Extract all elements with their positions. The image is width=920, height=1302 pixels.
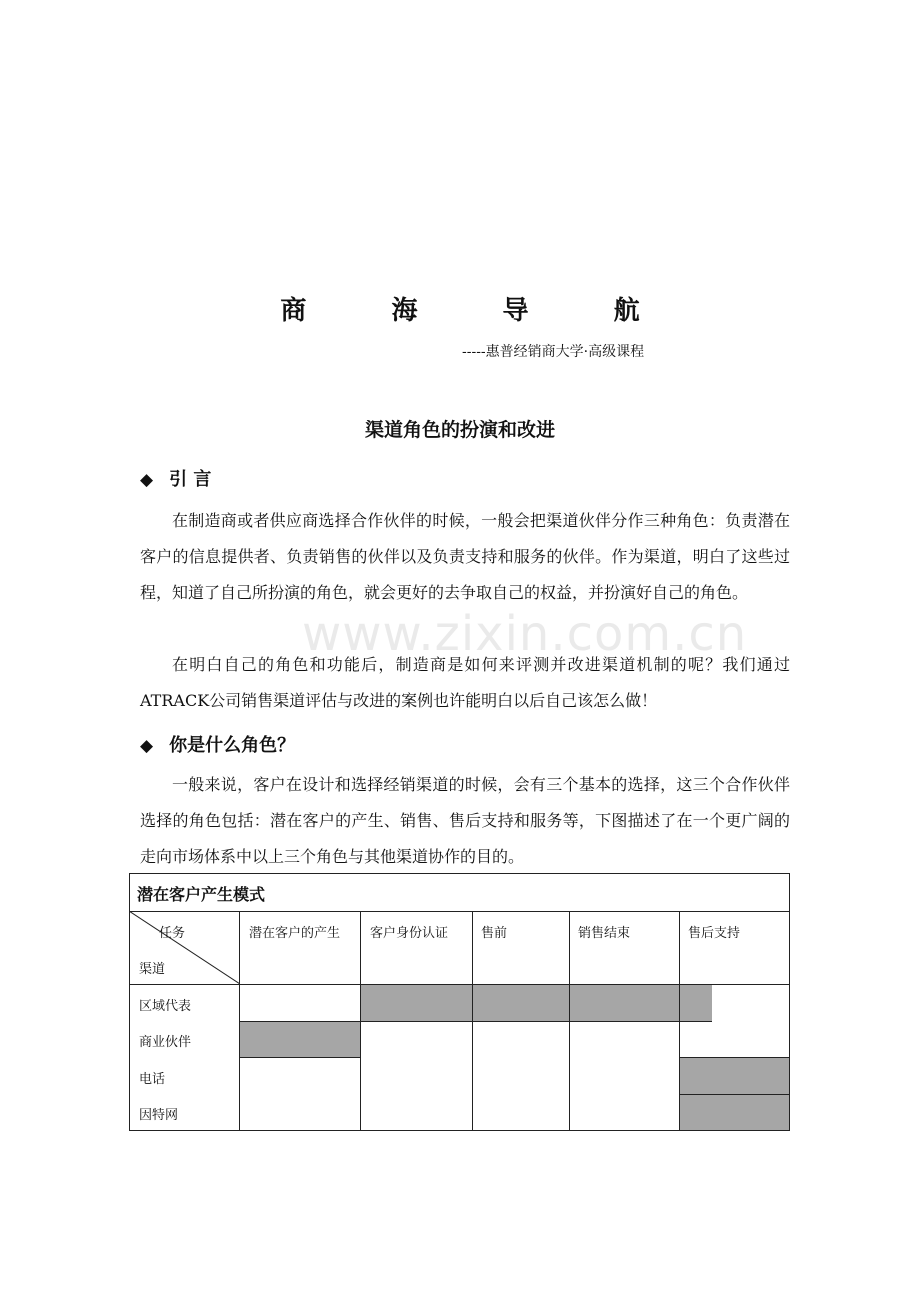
column-header: 客户身份认证 xyxy=(370,926,449,941)
section-heading-intro xyxy=(140,465,211,491)
table-rule xyxy=(361,1021,712,1022)
lead-generation-table xyxy=(129,873,790,1131)
table-rule xyxy=(129,984,790,985)
paragraph-intro-2: 在明白自己的角色和功能后，制造商是如何来评测并改进渠道机制的呢？我们通过ATRACK公司销售渠道评估与改进的案例也许能明白以后自己该怎么做！ xyxy=(140,655,790,710)
table-border xyxy=(129,1130,790,1131)
paragraph-role-1: 一般来说，客户在设计和选择经销渠道的时候，会有三个基本的选择，这三个合作伙伴选择的角色包括：潜在客户的产生、销售、售后支持和服务等，下图描述了在一个更广阔的走向市场体系中以上三个角色与其他渠道协作的目的。 xyxy=(140,775,790,866)
table-rule xyxy=(679,1057,790,1058)
table-rule xyxy=(240,1057,361,1058)
column-header: 售后支持 xyxy=(688,926,741,941)
column-header: 销售结束 xyxy=(578,926,631,941)
table-rule xyxy=(240,1021,361,1022)
row-header: 商业伙伴 xyxy=(139,1035,192,1050)
diamond-bullet-icon: ◆ xyxy=(140,736,154,756)
table-rule xyxy=(472,911,473,1131)
shade-cell xyxy=(240,1021,361,1057)
row-header: 因特网 xyxy=(139,1108,179,1123)
row-header: 电话 xyxy=(139,1072,166,1087)
column-header: 潜在客户的产生 xyxy=(249,926,341,941)
section-heading-text: 引 言 xyxy=(169,469,212,490)
document-subtitle: -----惠普经销商大学·高级课程 xyxy=(462,344,645,360)
watermark: www.zixin.com.cn xyxy=(302,606,748,662)
diamond-bullet-icon: ◆ xyxy=(140,470,154,490)
column-header: 售前 xyxy=(481,926,508,941)
section-heading-text: 你是什么角色？ xyxy=(169,735,296,756)
paragraph-intro-1: 在制造商或者供应商选择合作伙伴的时候，一般会把渠道伙伴分作三种角色：负责潜在客户的信息提供者、负责销售的伙伴以及负责支持和服务的伙伴。作为渠道，明白了这些过程，知道了自己所扮演的角色，就会更好的去争取自己的权益，并扮演好自己的角色。 xyxy=(140,511,790,602)
table-rule xyxy=(569,911,570,1131)
corner-label-channel: 渠道 xyxy=(139,962,166,977)
document-title: 商 海 导 航 xyxy=(280,296,678,326)
table-title: 潜在客户产生模式 xyxy=(137,885,266,904)
section-heading-role xyxy=(140,731,295,757)
article-title: 渠道角色的扮演和改进 xyxy=(364,419,555,441)
table-rule xyxy=(679,911,680,1131)
shade-cell xyxy=(361,985,712,1021)
table-rule xyxy=(360,911,361,1131)
row-header: 区域代表 xyxy=(139,999,192,1014)
corner-label-task: 任务 xyxy=(159,926,186,941)
table-rule xyxy=(679,1094,790,1095)
table-border xyxy=(129,873,790,874)
